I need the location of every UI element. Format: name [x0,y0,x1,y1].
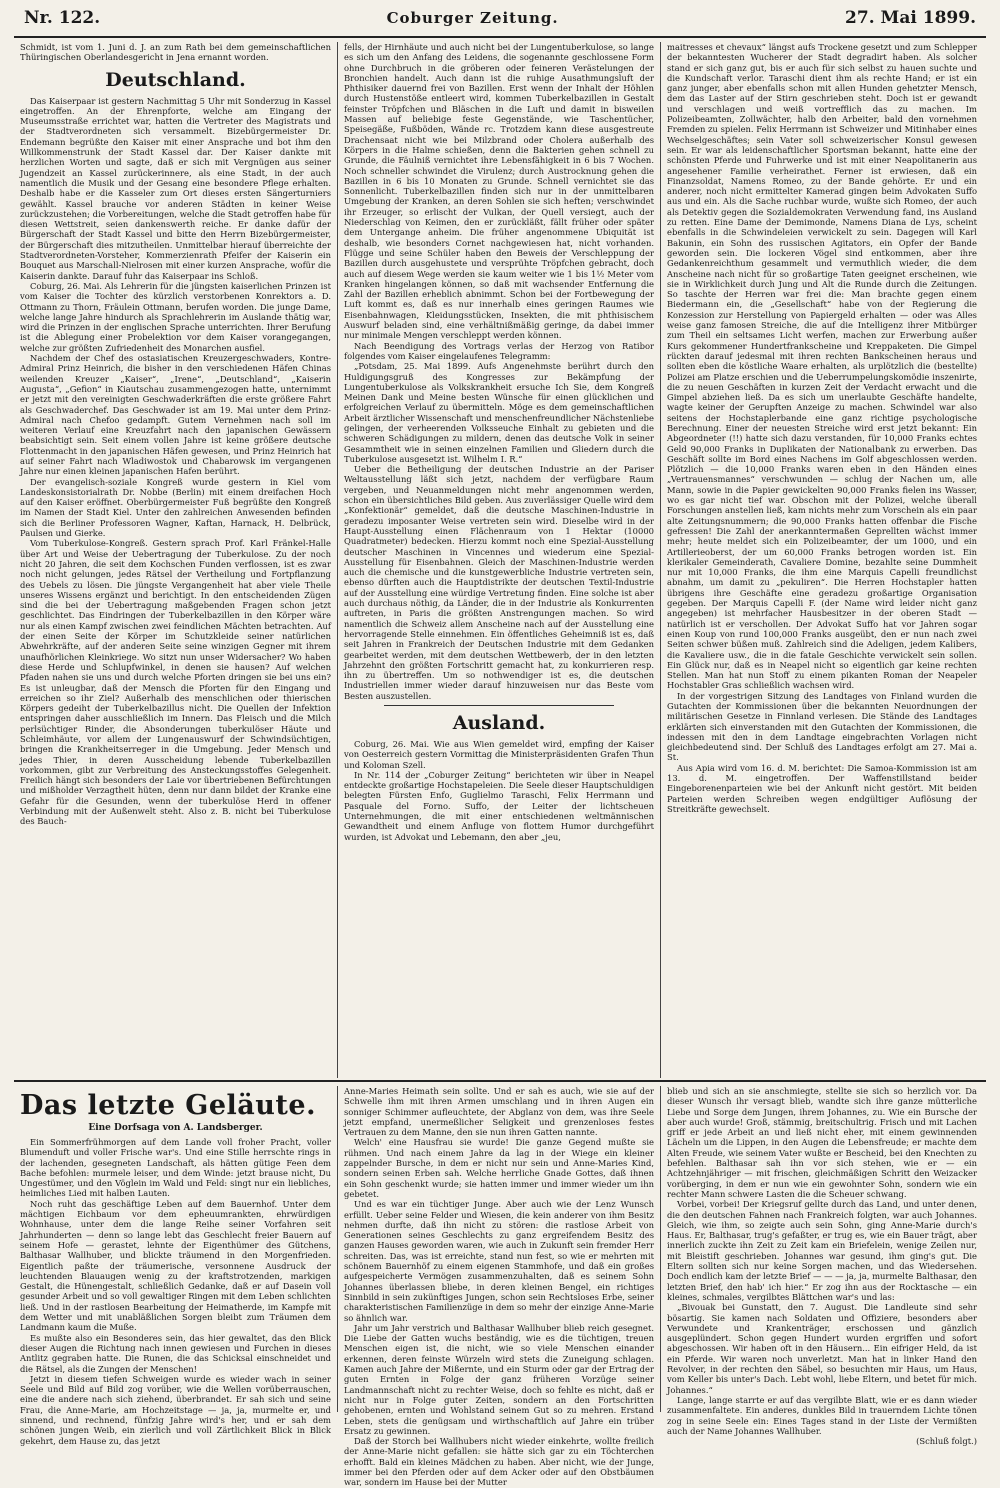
masthead [14,8,986,34]
story-continued-note: (Schluß folgt.) [916,1436,977,1447]
article-text: Schmidt, ist vom 1. Juni d. J. an zum Rath bei dem gemeinschaftlichen Thüringischen Oberlandesgericht in Jena ernannt worden. [20,42,331,63]
article-text: Aus Apia wird vom 16. d. M. berichtet: Die Samoa-Kommission ist am 13. d. M. eingetroffen. Der Waffenstillstand beider Eingeborenenparteien wie bei der Ankunft nicht gestört. Mit beiden Parteien werden Schreiben wegen endgültiger Auflösung der Streitkräfte gewechselt. [667,762,977,814]
article-text: Vom Tuberkulose-Kongreß. Gestern sprach Prof. Karl Fränkel-Halle über Art und Weise der Uebertragung der Tuberkulose. Zu der noch nicht 20 Jahren, die seit dem Kochschen Funden verflossen, ist es zwar noch nicht gelungen, jedes Rätsel der Vertheilung und Fortpflanzung des Uebels zu lösen. Die jüngste Vergangenheit hat aber viele Theile unseres Wissens ergänzt und berichtigt. In den entscheidenden Zügen sind die bei der Uebertragung maßgebenden Fragen schon jetzt geschlichtet. Das Eindringen der Tuberkelbazillen in den Körper wäre nur als einen Kampf zwischen zwei feindlichen Mächten betrachten. Auf der einen Seite der Körper im Schutzkleide seiner natürlichen Abwehrkräfte, auf der anderen Seite seine winzigen Gegner mit ihrem unaufhörlichen Kleinkriege. Wo sitzt nun unser Widersacher? Wo haben diese Herde und Schlupfwinkel, in denen sie hausen? Auf welchen Pfaden nahen sie uns und durch welche Pforten dringen sie bei uns ein? Es ist unleugbar, daß der Mensch die Pforten für den Eingang und erreichen so ihr Ziel? Außerhalb des menschlichen oder thierischen Körpers gedeiht der Tuberkelbazillus nicht. Die Quellen der Infektion entspringen daher ausschließlich im Innern. Das Fleisch und die Milch perlsüchtiger Rinder, die Absonderungen tuberkulöser Häute und Schleimhäute, vor allem der Lungenauswurf der Schwindsüchtigen, bringen die Krankheitserreger in die Umgebung. Jeder Mensch und jedes Thier, in deren Ausscheidung lebende Tuberkelbazillen vorkommen, gibt zur Verbreitung des Ansteckungsstoffes Gelegenheit. Freilich hängt sich besonders der Laie vor übertriebenen Befürchtungen und mißholder Verzagtheit hüten, denn nur dann bildet der Kranke eine Gefahr für die Gesunden, wenn der tuberkulöse Herd in offener Verbindung mit der Außenwelt steht. Also z. B. nicht bei Tuberkulose des Bauch- [20,538,331,827]
story-text: Noch ruht das geschäftige Leben auf dem Bauernhof. Unter dem mächtigen Eichbaum vor dem epheuumrankten, ehrwürdigen Wohnhause, unter dem die lange Reihe seiner Vorfahren seit Jahrhunderten — denn so lange lebt das Geschlecht freier Bauern auf seinem Hofe — gerastet, lehnte der Eigenthümer des Gütchens, Balthasar Wallhuber, und blickte träumend in den Morgenfrieden. Eigentlich paßte der träumerische, versonnene Ausdruck der leuchtenden Blauaugen wenig zu der kraftstrotzenden, markigen Gestalt, die Hünengestalt, schließlich Gedanke, daß er auf Dasein voll gesunder Arbeit und so voll gewaltiger Ringen mit dem Leben schlichten ließ. Und in der rastlosen Bearbeitung der Heimatherde, im Kampfe mit dem Wetter und mit unabläßlichen Sorgen bleibt zum Träumen dem Landmann kaum die Muße. [20,1198,332,1333]
article-text: Nach Beendigung des Vortrags verlas der Herzog von Ratibor folgendes vom Kaiser eingelaufenes Telegramm: [344,340,654,361]
feuilleton-section [14,1086,986,1488]
article-text: Nachdem der Chef des ostasiatischen Kreuzergeschwaders, Kontre-Admiral Prinz Heinrich, die bisher in den verschiedenen Häfen Chinas weilenden Kreuzer „Kaiser“, „Irene“, „Deutschland“, „Kaiserin Augusta“, „Gefion“ in Kiautschau zusammengezogen hatte, unternimmt er jetzt mit den vereinigten Geschwaderkräften die erste größere Fahrt als Geschwaderchef. Das Geschwader ist am 19. Mai unter dem Prinz-Admiral nach Chefoo gedampft. Gutem Vernehmen nach soll im weiteren Verlauf eine Kreuzfahrt nach den japanischen Gewässern beabsichtigt sein. Seit einem vollen Jahre ist keine größere deutsche Flottenmacht in den japanischen Häfen gewesen, und Prinz Heinrich hat auf seiner Fahrt nach Wladiwostok und Chabarowsk im vergangenen Jahre nur einen kleinen japanischen Hafen berührt. [20,353,331,477]
column-1 [14,42,337,1078]
story-text: Lange, lange starrte er auf das vergilbte Blatt, wie er es dann wieder zusammenfaltete. Ein anderes, dunkles Bild in trauerndem Lichte tönen zog in seine Seele ein: Eines Tages stand in der Liste der Vermißten auch der Name Johannes Wallhuber. [667,1394,977,1436]
story-text: Ein Sommerfrühmorgen auf dem Lande voll froher Pracht, voller Blumenduft und voller Frische war's. Und eine Stille herrschte rings in der lachenden, gesegneten Landschaft, als hätten gütige Feen dem Bache befohlen: murmele leiser, und dem Winde: jetzt brause nicht, Du Ungestümer, und den Vöglein im Wald und Feld: singt nur ein liebliches, heimliches Lied mit halben Lauten. [20,1137,331,1199]
story-text: Jahr um Jahr verstrich und Balthasar Wallhuber blieb reich gesegnet. Die Liebe der Gatten wuchs beständig, wie es die tüchtigen, treuen Menschen eigen ist, die nicht, wie so viele Menschen einander erkennen, deren feinste Würzeln wird stets die Zuneigung schlagen. Kamen auch Jahre der Mißernte, und ein Sturm oder gar der Ertrag der guten Ernten in Folge der ganz früheren Vorzüge seiner Landmannschaft nicht zu rechter Weise, doch so fehlte es nicht, daß er nicht nur in Folge guter Zeiten, sondern an den Fortschritten gehobenen, ernten und Wohlstand seinem Gut so zu mehren. Erstand Leben, stets die genügsam und wirthschaftlich auf Jahre ein trüber Ersatz zu gewinnen. [344,1322,654,1436]
story-text: Es mußte also ein Besonderes sein, das hier gewaltet, das den Blick dieser Augen die Richtung nach innen gewiesen und Furchen in dieses Antlitz gegraben hatte. Die Runen, die das Schicksal einschneidet und die Rätsel, als die Zungen der Menschen! [20,1332,331,1374]
article-text: fells, der Hirnhäute und auch nicht bei der Lungentuberkulose, so lange es sich um den Anfang des Leidens, die sogenannte geschlossene Form ohne Durchbruch in die gröberen oder feineren Verästelungen der Bronchien handelt. Auch dann ist die ruhige Ausathmungsluft der Phthisiker dauernd frei von Bazillen. Erst wenn der Inhalt der Höhlen durch Hustenstöße entleert wird, kommen Tuberkelbazillen in Gestalt feinster Tröpfchen und Bläschen in die Luft und damit in bisweilen Massen auf beliebige feste Gegenstände, wie Taschentücher, Speisegäße, Fußböden, Wände rc. Trotzdem kann diese ausgestreute Drachensaat nicht wie bei Milzbrand oder Cholera außerhalb des Körpers in die Halme schießen, denn die Bakterien gehen schnell zu Grunde, die Fäulniß vernichtet ihre Lebensfähigkeit in 6 bis 7 Wochen. Noch schneller schwindet die Virulenz; durch Austrocknung gehen die Bazillen in 6 bis 10 Monaten zu Grunde. Schnell vernichtet sie das Sonnenlicht. Tuberkelbazillen finden sich nur in der unmittelbaren Umgebung der Kranken, an deren Sohlen sie sich heften; verschwindet ihr Erzeuger, so erlischt der Vulkan, der Quell versiegt, auch der Niederschlag von Keimen, den er zurückläßt, fällt früher oder später dem Untergange anheim. Die früher angenommene Ubiquität ist deshalb, wie besonders Cornet nachgewiesen hat, nicht vorhanden. Flügge und seine Schüler haben den Beweis der Verschleppung der Bazillen durch ausgehustete und versprühte Tröpfchen gebracht, doch auch auf diesem Wege werden sie kaum weiter wie 1 bis 1½ Meter vom Kranken hingelangen können, so daß mit wachsender Entfernung die Zahl der Bazillen erheblich abnimmt. Schon bei der Fortbewegung der Luft kommt es, daß es nur innerhalb eines geringen Raumes wie Eisenbahnwagen, Kleidungsstücken, Insekten, die mit phthisischem Auswurf beladen sind, eine verhältnißmäßig geringe, da dabei immer nur minimale Mengen verschleppt werden können. [344,42,654,341]
divider [384,705,614,706]
story-subtitle: Eine Dorfsaga von A. Landsberger. [88,1123,263,1133]
section-heading-ausland: Ausland. [452,712,546,734]
masthead-rule [14,36,986,38]
story-text: Welch' eine Hausfrau sie wurde! Die ganze Gegend mußte sie rühmen. Und nach einem Jahre da lag in der Wiege ein kleiner zappelnder Bursche, in dem er nicht nur sein und Anne-Maries Kind, sondern seinen Erben sah. Welche herrliche Gnade Gottes, daß ihnen ein Sohn geschenkt wurde; sie hatten immer und immer wieder um ihn gebetet. [344,1137,654,1199]
story-text: Und es war ein tüchtiger Junge. Aber auch wie der Lenz Wunsch erfüllt. Ueber seine Felder und Wiesen, die kein anderer von ihm Besitz nehmen durfte, daß ihn nicht zu stören: die rastlose Arbeit von Generationen seines Geschlechts zu ganz ergreifendem Besitz des ganzen Hauses geworden waren, wie auch in Zukunft sein fremder Herr schreiten. Das, was ist erreichte, stand nun fest, so wie er mehrten mit schönem Bauernhöf zu einem eigenen Stammhofe, und daß ein großes aufgespeicherte Vermögen zusammenzuhalten, daß es seinem Sohn Johannes überlassen bliebe, in deren kleinen Bengel, ein richtiges Sinnbild in sein zukünftiges Jungen, schon sein Rechtsloses Erbe, seiner charakteristischen Familienzüge in dem so mehr der einzige Anne-Marie so ähnlich war. [344,1199,654,1323]
story-column-1 [14,1086,337,1446]
article-text: In Nr. 114 der „Coburger Zeitung“ berichteten wir über in Neapel entdeckte großartige Hochstapeleien. Die Seele dieser Hauptschuldigen belegten Fürsten Enfo, Guglielmo Taraschi, Felix Herrmann und Pasquale del Forno. Suffo, der Leiter der lichtscheuen Unternehmungen, die mit einer entschiedenen weltmännischen Gewandtheit und einem Anfluge von flottem Humor durchgeführt wurden, ist Advokat und Lebemann, den aber „jeu, [344,769,654,842]
story-text: Anne-Maries Heimath sein sollte. Und er sah es auch, wie sie auf der Schwelle ihm mit ihren Armen umschlang und in ihren Augen ein sonniger Schimmer aufleuchtete, der Abglanz von dem, was ihre Seele jetzt empfand, unermeßlicher Seligkeit und grenzenloses festes Vertrauen zu dem Manne, den sie nun ihren Gatten nannte. [344,1086,654,1138]
story-text: Daß der Storch bei Wallhubers nicht wieder einkehrte, wollte freilich der Anne-Marie nicht gefallen: sie hätte sich gar zu ein Töchterchen erhofft. Bald ein kleines Mädchen zu haben. Aber nicht, wie der Junge, immer bei den Pferden oder auf dem Acker oder auf den Obstbäumen war, sondern im Hause bei der Mutter [344,1436,654,1488]
section-heading-deutschland: Deutschland. [105,68,246,91]
article-text: In der vorgestrigen Sitzung des Landtages von Finland wurden die Gutachten der Kommissionen über die bekannten Neuordnungen der militärischen Gesetze in Finnland verlesen. Die Stände des Landtages erklärten sich einverstanden mit den Gutachten der Kommissionen, die indessen mit den in dem Landtage eingebrachten Vorlagen nicht gleichbedeutend sind. Der Schluß des Landtages erfolgt am 27. Mai a. St. [667,690,977,763]
news-section [14,42,986,1078]
article-text: Das Kaiserpaar ist gestern Nachmittag 5 Uhr mit Sonderzug in Kassel eingetroffen. An der Ehrenpforte, welche am Eingang der Museumsstraße errichtet war, hatten die Vertreter des Magistrats und der Stadtverordneten sich versammelt. Bizebürgermeister Dr. Endemann begrüßte den Kaiser mit einer Ansprache und bot ihm den Willkommenstrunk der Stadt Kassel dar. Der Kaiser dankte mit herzlichen Worten und sagte, daß er sich mit Vergnügen aus seiner Jugendzeit an Kassel zurückerinnere, als eine Stadt, in der auch namentlich die Musik und der Gesang eine besondere Pflege erhalten. Deshalb habe er die Kasseler zum Ort dieses ersten Sängerturniers gewählt. Kassel brauche vor anderen Städten in keiner Weise zurückzustehen; die Vorbereitungen, welche die Stadt getroffen habe für diesen Wettstreit, seien dankenswerth reiche. Er danke dafür der Bürgerschaft der Stadt Kassel und bitte den Herrn Bizebürgermeister, der Bürgerschaft dies mitzutheilen. Unmittelbar hierauf überreichte der Stadtverordneten-Vorsteher, Kommerzienrath Pfeifer der Kaiserin ein Bouquet aus Marschall-Nielrosen mit einer kurzen Ansprache, wofür die Kaiserin dankte. Darauf fuhr das Kaiserpaar ins Schloß. [20,95,331,281]
column-2 [337,42,660,1078]
article-text: „Potsdam, 25. Mai 1899. Aufs Angenehmste berührt durch den Huldigungsgruß des Kongresses zur Bekämpfung der Lungentuberkulose als Volkskrankheit ersuche Ich Sie, dem Kongreß Meinen Dank und Meine besten Wünsche für einen glücklichen und erfolgreichen Verlauf zu übermitteln. Möge es dem gemeinschaftlichen Arbeit ärztlicher Wissenschaft und menschenfreundlicher Nächstenliebe gelingen, der verheerenden Volksseuche Einhalt zu gebieten und die schweren Schädigungen zu mildern, denen das deutsche Volk in seiner Gesammtheit wie in seinen einzelnen Familien und Gliedern durch die Tuberkulose ausgesetzt ist. Wilhelm I. R.“ [344,361,654,464]
story-column-2 [337,1086,660,1488]
newspaper-title: Coburger Zeitung. [386,9,559,27]
issue-date: 27. Mai 1899. [845,8,976,28]
article-text: Coburg, 26. Mai. Als Lehrerin für die jüngsten kaiserlichen Prinzen ist vom Kaiser die Tochter des kürzlich verstorbenen Konrektors a. D. Ottmann zu Thorn, Fräulein Ottmann, berufen worden. Die junge Dame, welche lange Jahre hindurch als Sprachlehrerin im Auslande thätig war, wird die Prinzen in der englischen Sprache unterrichten. Ihrer Berufung ist die Ablegung einer Probelektion vor dem Kaiser vorangegangen, welche zur größten Zufriedenheit des Monarchen ausfiel. [20,280,331,353]
issue-number: Nr. 122. [24,8,101,28]
story-title: Das letzte Geläute. [20,1090,316,1121]
article-text: Coburg, 26. Mai. Wie aus Wien gemeldet wird, empfing der Kaiser von Oesterreich gestern Vormittag die Ministerpräsidenten Grafen Thun und Koloman Szell. [344,739,654,770]
feuilleton-rule [14,1080,986,1082]
story-text: Jetzt in diesem tiefen Schweigen wurde es wieder wach in seiner Seele und Bild auf Bild zog vorüber, wie die Wellen vorüberrauschen, eine die andere nach sich ziehend, überbrandet. Er sah sich und seine Frau, die Anne-Marie, am Hochzeitstage — ja, ja, murmelte er, und sinnend, und rechnend, fünfzig Jahre wird's her, und er sah dem schönen jungen Weib, ein zierlich und voll Zärtlichkeit Blick in Blick gekehrt, dem Hause zu, das jetzt [20,1373,331,1446]
article-text: Ueber die Betheiligung der deutschen Industrie an der Pariser Weltausstellung läßt sich jetzt, nachdem der verfügbare Raum vergeben, und Neuanmeldungen nicht mehr angenommen werden, schon ein übersichtliches Bild geben. Aus zuverlässiger Quelle wird dem „Konfektionär“ gemeldet, daß die deutsche Maschinen-Industrie in geradezu imposanter Weise vertreten sein wird. Dieselbe wird in der Haupt-Ausstellung einen Flächenraum von 1 Hektar (10000 Quadratmeter) bedecken. Hierzu kommt noch eine Spezial-Ausstellung deutscher Maschinen in Vincennes und wiederum eine Spezial-Ausstellung für Eisenbahnen. Gleich der Maschinen-Industrie werden auch die chemische und die kunstgewerbliche Industrie vertreten sein, ebenso dürften auch die Hauptdistrikte der deutschen Textil-Industrie auf der Ausstellung eine würdige Vertretung finden. Eine solche ist aber auch durchaus nöthig, da Länder, die in der Industrie als Konkurrenten auftreten, in Paris die größten Anstrengungen machen. So wird namentlich die Schweiz allem Anscheine nach auf der Ausstellung eine hervorragende Stelle einnehmen. Ein öffentliches Geheimniß ist es, daß seit Jahren in Frankreich der Deutschen Industrie mit dem Gedanken gearbeitet werden, mit dem deutschen Wettbewerb, der in den letzten Jahrzehnt den größten Fortschritt gemacht hat, zu konkurrieren resp. ihn zu übertreffen. Um so nothwendiger ist es, die deutschen Industriellen immer wieder darauf hinzuweisen nur das Beste vom Besten auszustellen. [344,464,654,701]
story-column-3 [660,1086,983,1447]
story-text: „Bivouak bei Gunstatt, den 7. August. Die Landleute sind sehr bösartig. Sie kamen nach Soldaten und Offiziere, besonders aber Verwundete und Krankenträger, erschossen und gänzlich ausgeplündert. Schon gegen Hundert wurden ergriffen und sofort abgeschossen. Wir haben oft in den Häusern... Ein eifriger Held, da ist ein Pferde. Wir waren noch unverletzt. Man hat in linker Hand den Revolver, in der rechten den Säbel, so besuchten mir Haus, um Haus, vom Keller bis unter's Dach. Lebt wohl, liebe Eltern, und betet für mich. Johannes.“ [667,1302,977,1395]
story-text: Vorbei, vorbei! Der Kriegsruf gellte durch das Land, und unter denen, die den deutschen Fahnen nach Frankreich folgten, war auch Johannes. Gleich, wie ihm, so zeigte auch sein Sohn, ging Anne-Marie durch's Haus. Er, Balthasar, trug's gefaßter, er trug es, wie ein Bauer trägt, aber innerlich zuckte ihn Zeit zu Zeit kam ein Briefelein, wenige Zeilen nur, mit Bleistift geschrieben. Johannes war gesund, ihm ging's gut. Die Eltern sollten sich nur keine Sorgen machen, und das Wiedersehen. Doch endlich kam der letzte Brief — — — ja, ja, murmelte Balthasar, den letzten Brief, den hab' ich hier.“ Er zog ihn aus der Rocktasche — ein kleines, schmales, vergilbtes Blättchen war's und las: [667,1199,977,1302]
article-text: Der evangelisch-soziale Kongreß wurde gestern in Kiel vom Landeskonsistorialrath Dr. Nobbe (Berlin) mit einem dreifachen Hoch auf den Kaiser eröffnet. Oberbürgermeister Fuß begrüßte den Kongreß im Namen der Stadt Kiel. Unter den zahlreichen Anwesenden befinden sich die Berliner Professoren Wagner, Kaftan, Harnack, H. Delbrück, Paulsen und Gierke. [20,476,331,539]
article-text: maitresses et chevaux“ längst aufs Trockene gesetzt und zum Schlepper der bekanntesten Wucherer der Stadt degradirt haben. Als solcher stand er sich ganz gut, bis er auch für sich selbst zu hauen suchte und die Kundschaft verlor. Taraschi dient ihm als rechte Hand; er ist ein ganz junger, aber ebenfalls schon mit allen Hunden gehetzter Mensch, dem das Laster auf der Stirn geschrieben steht. Doch ist er gewandt und verschlagen und weiß vortrefflich das zu machen. Im Polizeibeamten, Zollwächter, halb den Arbeiter, bald den vornehmen Fremden zu spielen. Felix Herrmann ist Schweizer und Mitinhaber eines Wechselgeschäftes; sein Vater soll schweizerischer Konsul gewesen sein. Er war als leidenschaftlicher Sportsman bekannt, hatte eine der schönsten Pferde und Fuhrwerke und ist mit einer Neapolitanerin aus angesehener Familie verheirathet. Ferner ist erwiesen, daß ein Finanzsoldat, Namens Romeo, zu der Bande gehörte. Er und ein anderer, noch nicht ermittelter Kamerad gingen beim Advokaten Suffo aus und ein. Als die Sache ruchbar wurde, wußte sich Romeo, der auch als Detektiv gegen die Sozialdemokraten Verwendung fand, ins Ausland zu retten. Eine Dame der Demimonde, Namens Diana de Lys, scheint ebenfalls in die Schwindeleien verwickelt zu sein. Dagegen will Karl Bakunin, ein Sohn des russischen Agitators, ein Opfer der Bande geworden sein. Die lockeren Vögel sind entkommen, aber ihre Gedankenreichthum gesammelt und vermuthlich wieder, die dem Anscheine nach nicht für so großartige Taten geeignet erscheinen, wie sie in Wirklichkeit durch Jung und Alt die Runde durch die Zeitungen. So taschte der Herren war frei die: Man brachte gegen einem Biedermann ein, die „Gesellschaft“ habe von der Regierung die Konzession zur Herstellung von Papiergeld erhalten — oder was Alles weise ganz famosen Streiche, die auf die Intelligenz ihrer Mitbürger zum Theil ein seltsames Licht werfen, machen zur Erwerbung außer Kurs gekommener Hundertfrankscheine und Kreppaketen. Die Gimpel rückten darauf jedesmal mit ihren rechten Bankscheinen heraus und sollten eben die köstliche Waare erhalten, als urplötzlich die (bestellte) Polizei am Platze erschien und die Ueberrumpelungskomödie inszenirte, die zu neuen Geschäften in kurzen Zeit der Verdacht erwacht und die Gimpel abziehen ließ. Da es sich um unerlaubte Geschäfte handelte, wagte keiner der Gerupften Anzeige zu machen. Schwindel war also seitens der Hochstaplerbande eine ganz richtige psychologische Berechnung. Einer der neuesten Streiche wird erst jetzt bekannt: Ein Abgeordneter (!!) hatte sich dazu verstanden, für 10,000 Franks echtes Geld 90,000 Franks in Duplikaten der Nationalbank zu erwerben. Das Geschäft sollte im Bord eines Nachens im Golf abgeschlossen werden. Plötzlich — die 10,000 Franks waren eben in den Händen eines „Vertrauensmannes“ verschwunden — schlug der Nachen um, alle Mann, sowie in die Papier gewickelten 90,000 Franks fielen ins Wasser, wo es gar nicht tief war. Obschon mit der Polizei, welche überall Forschungen anstellen ließ, kam nichts mehr zum Vorschein als ein paar alte Zeitungsnummern; die 90,000 Franks hatten offenbar die Fische gefressen! Die Zahl der anerkanntermaßen Geprellten wächst immer mehr; heute meldet sich ein Polizeibeamter, der um 1000, und ein Artillerieoberst, der um 60,000 Franks betrogen worden ist. Ein klerikaler Gemeinderath, Cavaliere Domine, bezahlte seine Dummheit nur mit 10,000 Franks, die ihm eine Marquis Capelli freundlichst abnahm, um damit zu „pekuliren“. Die Herren Hochstapler hatten übrigens ihre Geschäfte eine geradezu großartige Organisation gegeben. Der Marquis Capelli F. (der Name wird leider nicht ganz angegeben) ist mehrfacher Hausbesitzer in der oberen Stadt — natürlich ist er verschollen. Der Advokat Suffo hat vor Jahren sogar einen Koup von rund 100,000 Franks ausgeübt, den er nun nach zwei Seiten schwer büßen muß. Zahlreich sind die Adeligen, jedem Kalibers, die Kavaliere usw., die in die fatale Geschichte verwickelt sein sollen. Ein Glück nur, daß es in Neapel nicht so eigentlich gar keine rechten Stellen. Man hat nun Stoff zu einem pikanten Roman der Neapeler Hochstabler Gras schließlich wachsen wird. [667,42,977,691]
column-3 [660,42,983,1078]
story-text: blieb und sich an sie anschmiegte, stellte sie sich so herzlich vor. Da dieser Wunsch ihr versagt blieb, wandte sich ihre ganze mütterliche Liebe und Sorge dem Jungen, ihrem Johannes, zu. Wie ein Bursche der aber auch wurde! Groß, stämmig, breitschultrig. Frisch und mit Lachen griff er jede Arbeit an und ließ nicht eher, mit einem gewinnenden Lächeln um die Lippen, in den Augen die Lebensfreude; er machte dem Alten Freude, wie seinem Vater wußte er Bescheid, bei den Knechten zu befehlen. Balthasar sah ihn vor sich stehen, wie er — ein Achtzehnjähriger — mit frischen, gleichmäßigen Schritt den Weizacker vorüberging, in dem er nun wie ein gewohnter Sohn, sondern wie ein rechter Mann schwere Lasten die die Scheuer schwang. [667,1086,977,1199]
